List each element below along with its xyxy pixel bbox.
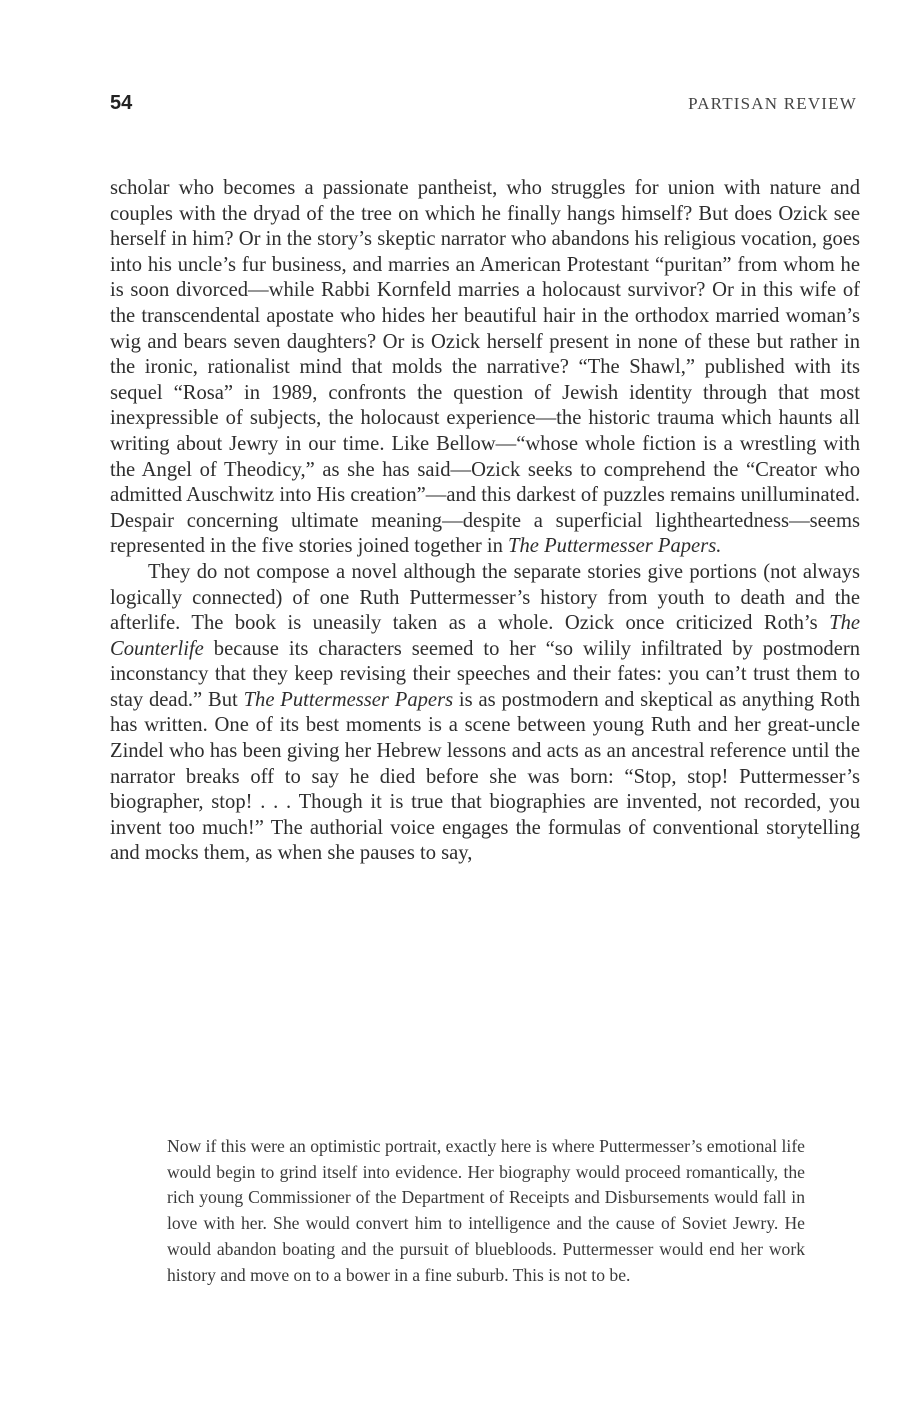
body-text — [110, 176, 860, 867]
book-title-puttermesser-2: The Puttermesser Papers — [243, 688, 454, 711]
block-quote — [167, 1134, 805, 1288]
paragraph-1-text: scholar who becomes a passionate pantheist, who struggles for union with nature and couples with the dryad of the tree on which he finally hangs himself? But does Ozick see herself in him? Or in the story’s skeptic narrator who abandons his religious vocation, goes into his uncle’s fur business, and marries an American Protestant “puritan” from whom he is soon divorced—while Rabbi Kornfeld marries a holocaust survivor? Or in this wife of the transcendental apostate who hides her beautiful hair in the orthodox married woman’s wig and bears seven daughters? Or is Ozick herself present in none of these but rather in the ironic, rationalist mind that molds the narrative? “The Shawl,” published with its sequel “Rosa” in 1989, confronts the question of Jewish identity through that most inexpressible of subjects, the holocaust experience—the historic trauma which haunts all writing about Jewry in our time. Like Bellow—“whose whole fiction is a wrestling with the Angel of Theodicy,” as she has said—Ozick seeks to comprehend the “Creator who admitted Auschwitz into His creation”—and this darkest of puzzles remains unilluminated. Despair concerning ultimate meaning—despite a superficial lightheartedness—seems represented in the five stories joined together in — [110, 177, 860, 558]
paragraph-2-text-b: because its characters seemed to her “so wilily infiltrated by postmodern inconstancy that they keep revising their speeches and their fates: you can’t trust them to stay dead.” But — [110, 637, 860, 711]
book-title-puttermesser: The Puttermesser Papers. — [508, 535, 722, 558]
journal-title: PARTISAN REVIEW — [688, 94, 857, 113]
paragraph-1 — [110, 176, 860, 560]
page-number: 54 — [110, 92, 133, 114]
running-head — [110, 92, 857, 122]
block-quote-text: Now if this were an optimistic portrait, exactly here is where Puttermesser’s emotional life would begin to grind itself into evidence. Her biography would proceed romantically, the rich young Commissioner of the Department of Receipts and Disbursements would fall in love with her. She would convert him to intelligence and the cause of Soviet Jewry. He would abandon boating and the pursuit of bluebloods. Puttermesser would end her work history and move on to a bower in a fine suburb. This is not to be. — [167, 1136, 805, 1285]
paragraph-2-text-c: is as postmodern and skeptical as anything Roth has written. One of its best moments is a scene between young Ruth and her great-uncle Zindel who has been giving her Hebrew lessons and acts as an ancestral reference until the narrator breaks off to say he died before she was born: “Stop, stop! Puttermesser’s biographer, stop! . . . Though it is true that biographies are invented, not recorded, you invent too much!” The authorial voice engages the formulas of conventional storytelling and mocks them, as when she pauses to say, — [110, 688, 860, 865]
paragraph-2-text-a: They do not compose a novel although the separate stories give portions (not always logically connected) of one Ruth Puttermesser’s history from youth to death and the afterlife. The book is uneasily taken as a whole. Ozick once criticized Roth’s — [110, 560, 860, 635]
paragraph-2 — [110, 560, 860, 867]
book-title-counterlife: The Counterlife — [110, 612, 860, 660]
